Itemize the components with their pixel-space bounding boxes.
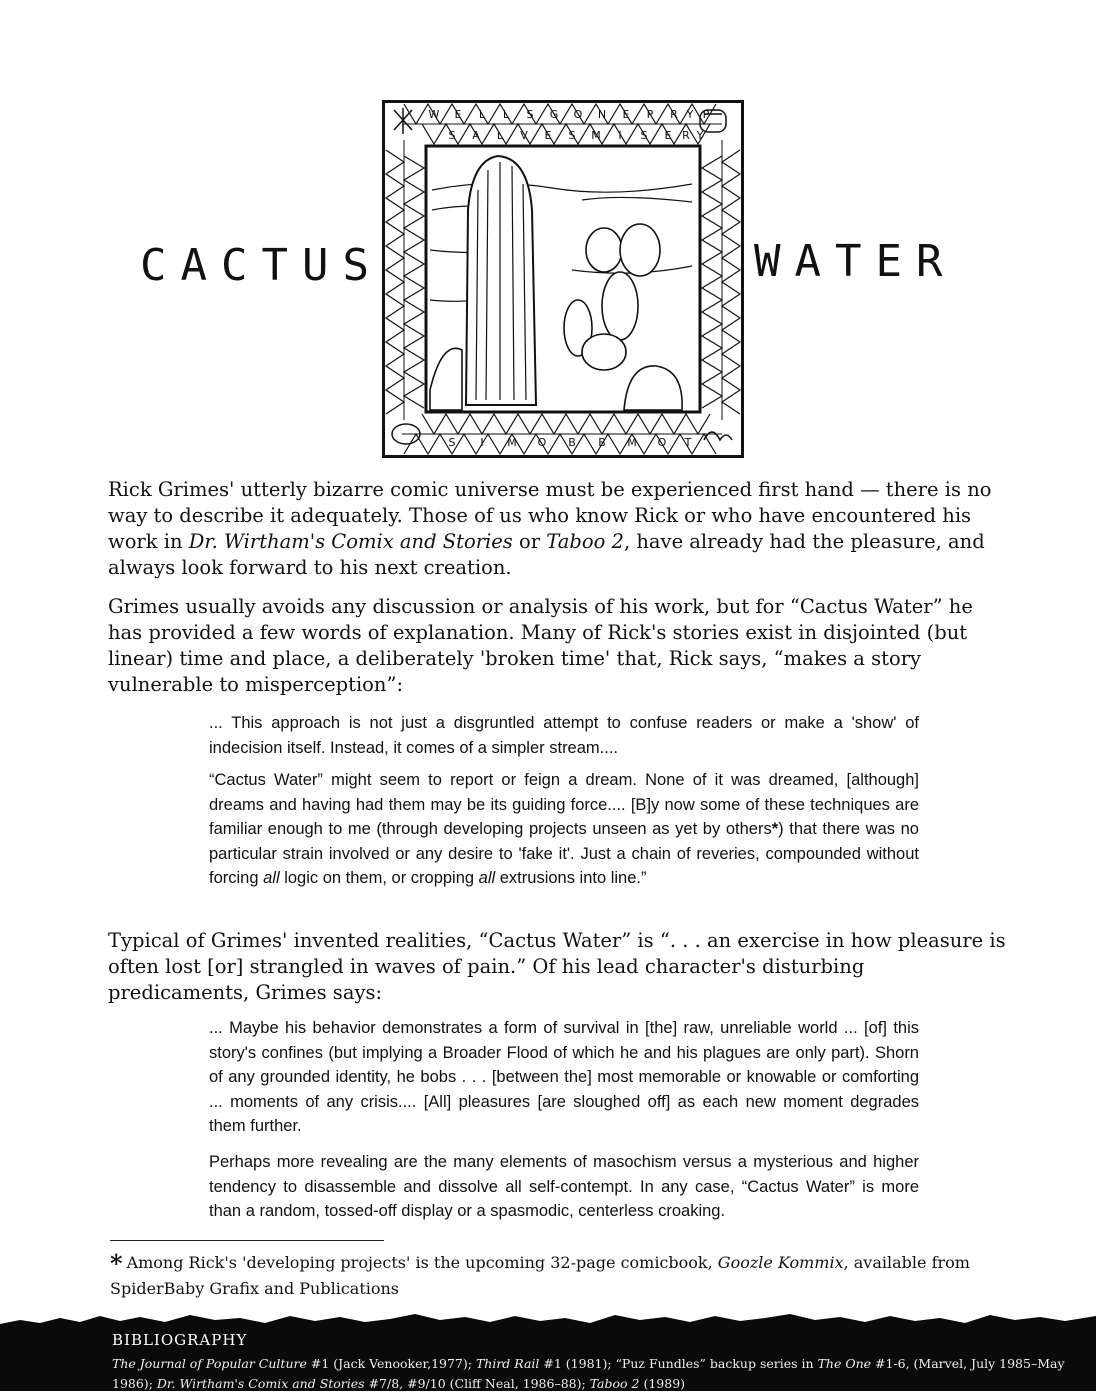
footnote-rule — [110, 1240, 384, 1241]
svg-text:W: W — [428, 108, 440, 121]
bibliography-title: BIBLIOGRAPHY — [112, 1331, 248, 1349]
quote-masochism: Perhaps more revealing are the many elements of masochism versus a mysterious and higher tendency to disassemble and dissolve all self-contempt. In any case, “Cactus Water” is more than a random, tossed-off display or a spasmodic, centerless croaking. — [209, 1153, 919, 1220]
svg-text:A: A — [472, 129, 480, 142]
svg-text:I: I — [480, 436, 484, 449]
svg-text:N: N — [597, 108, 607, 121]
realities-paragraph: Typical of Grimes' invented realities, “Cactus Water” is “. . . an exercise in how pleasure is often lost [or] strangled in waves of pain.” Of his lead character's disturbing predicaments, Grimes says: — [108, 929, 1006, 1004]
svg-text:O: O — [537, 436, 547, 449]
quote-survival: ... Maybe his behavior demonstrates a form of survival in [the] raw, unreliable world ... [of] this story's confines (but implying a Broader Flood of which he and his plagues are only part). Shorn of any grounded identity, he bobs . . . [between the] most memorable or knowable or comforting ... moments of any crisis.... [All] pleasures [are sloughed off] as each new moment degrades them further. — [209, 1019, 919, 1135]
svg-text:O: O — [573, 108, 583, 121]
svg-text:M: M — [591, 129, 601, 142]
bibliography-text: The Journal of Popular Culture #1 (Jack Venooker,1977); Third Rail #1 (1981); “Puz Fundles” backup series in The One #1-6, (Marvel, July 1985–May 1986); Dr. Wirtham's Comix and Stories #7/8, #9/10 (Cliff Neal, 1986–88); Taboo 2 (1989) — [112, 1356, 1065, 1391]
quote-approach: ... This approach is not just a disgruntled attempt to confuse readers or make a 'show' of indecision itself. Instead, it comes of a simpler stream.... — [209, 714, 919, 757]
svg-text:S: S — [526, 108, 534, 121]
title-left-word: CACTUS — [140, 240, 383, 291]
svg-text:O: O — [657, 436, 667, 449]
svg-text:Y: Y — [686, 108, 694, 121]
svg-text:P: P — [702, 108, 710, 121]
svg-text:B: B — [568, 436, 576, 449]
footnote: * Among Rick's 'developing projects' is the upcoming 32-page comicbook, Goozle Kommix, available from SpiderBaby Grafix and Publications — [110, 1249, 970, 1298]
svg-text:L: L — [478, 108, 486, 121]
svg-text:R: R — [670, 108, 678, 121]
svg-text:S: S — [448, 129, 456, 142]
svg-text:E: E — [544, 129, 552, 142]
cactus-illustration — [382, 100, 744, 458]
svg-text:P: P — [646, 108, 654, 121]
cactus-desert-scene-icon — [382, 100, 744, 458]
title-right-word: WATER — [754, 236, 957, 287]
footnote-star: * — [110, 1249, 123, 1278]
svg-text:R: R — [682, 129, 690, 142]
svg-text:Y: Y — [696, 129, 704, 142]
svg-text:G: G — [549, 108, 559, 121]
svg-text:E: E — [622, 108, 630, 121]
svg-text:S: S — [640, 129, 648, 142]
svg-text:B: B — [598, 436, 606, 449]
svg-text:M: M — [627, 436, 637, 449]
svg-text:S: S — [448, 436, 456, 449]
svg-text:M: M — [507, 436, 517, 449]
footnote-marker: * — [771, 820, 779, 838]
svg-text:V: V — [520, 129, 528, 142]
svg-text:L: L — [502, 108, 510, 121]
intro-paragraph: Rick Grimes' utterly bizarre comic universe must be experienced first hand — there is no way to describe it adequately. Those of us who know Rick or who have encountered his work in Dr. Wirtham's Comix and Stories or Taboo 2, have already had the pleasure, and always look forward to his next creation. — [108, 478, 992, 579]
svg-text:S: S — [568, 129, 576, 142]
svg-text:L: L — [496, 129, 504, 142]
svg-text:E: E — [454, 108, 462, 121]
svg-text:E: E — [664, 129, 672, 142]
quote-dream: “Cactus Water” might seem to report or feign a dream. None of it was dreamed, [although] dreams and having had them may be its guiding force.... [B]y now some of these techniques are familiar enough to me (through developing projects unseen as yet by others*) that there was no particular strain involved or any desire to 'fake it'. Just a chain of reveries, compounded without forcing all logic on them, or cropping all extrusions into line.” — [209, 771, 919, 887]
svg-text:I: I — [618, 129, 622, 142]
svg-text:T: T — [684, 436, 692, 449]
explanation-paragraph: Grimes usually avoids any discussion or analysis of his work, but for “Cactus Water” he has provided a few words of explanation. Many of Rick's stories exist in disjointed (but linear) time and place, a deliberately 'broken time' that, Rick says, “makes a story vulnerable to misperception”: — [108, 595, 973, 696]
